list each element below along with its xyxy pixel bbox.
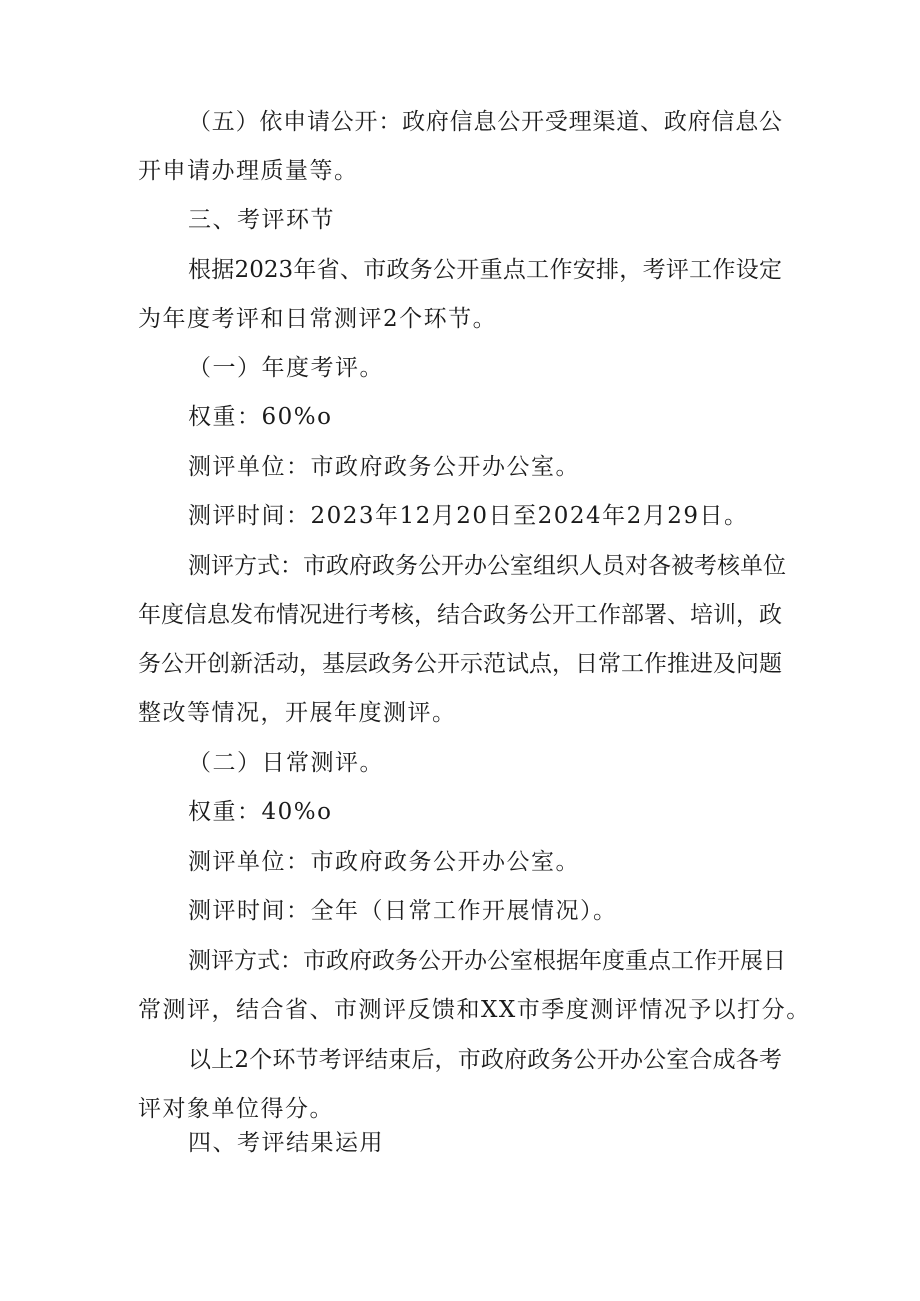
daily-method-line-1: 测评方式：市政府政务公开办公室根据年度重点工作开展日 [188, 948, 786, 974]
daily-time: 测评时间：全年（日常工作开展情况）。 [188, 898, 618, 924]
annual-method-line-2: 年度信息发布情况进行考核，结合政务公开工作部署、培训，政 [138, 602, 782, 628]
daily-weight: 权重：40%o [188, 799, 333, 825]
annual-unit: 测评单位：市政府政务公开办公室。 [188, 454, 580, 480]
annual-assessment-heading: （一）年度考评。 [188, 355, 384, 381]
intro-line-2: 为年度考评和日常测评2个环节。 [138, 306, 498, 332]
annual-method-line-1: 测评方式：市政府政务公开办公室组织人员对各被考核单位 [188, 553, 786, 579]
heading-results-application: 四、考评结果运用 [188, 1130, 384, 1156]
annual-method-line-3: 务公开创新活动，基层政务公开示范试点，日常工作推进及问题 [138, 651, 782, 677]
daily-method-line-2: 常测评，结合省、市测评反馈和XX市季度测评情况予以打分。 [138, 997, 811, 1023]
intro-line-1: 根据2023年省、市政务公开重点工作安排，考评工作设定 [188, 257, 782, 283]
annual-weight: 权重：60%o [188, 404, 333, 430]
heading-assessment-stages: 三、考评环节 [188, 207, 335, 233]
section5-line-2: 开申请办理质量等。 [138, 158, 359, 184]
daily-unit: 测评单位：市政府政务公开办公室。 [188, 849, 580, 875]
annual-time: 测评时间：2023年12月20日至2024年2月29日。 [188, 503, 749, 529]
daily-assessment-heading: （二）日常测评。 [188, 750, 384, 776]
summary-line-2: 评对象单位得分。 [138, 1096, 334, 1122]
annual-method-line-4: 整改等情况，开展年度测评。 [138, 700, 457, 726]
section5-line-1: （五）依申请公开：政府信息公开受理渠道、政府信息公 [188, 109, 782, 135]
summary-line-1: 以上2个环节考评结束后，市政府政务公开办公室合成各考 [188, 1047, 782, 1073]
